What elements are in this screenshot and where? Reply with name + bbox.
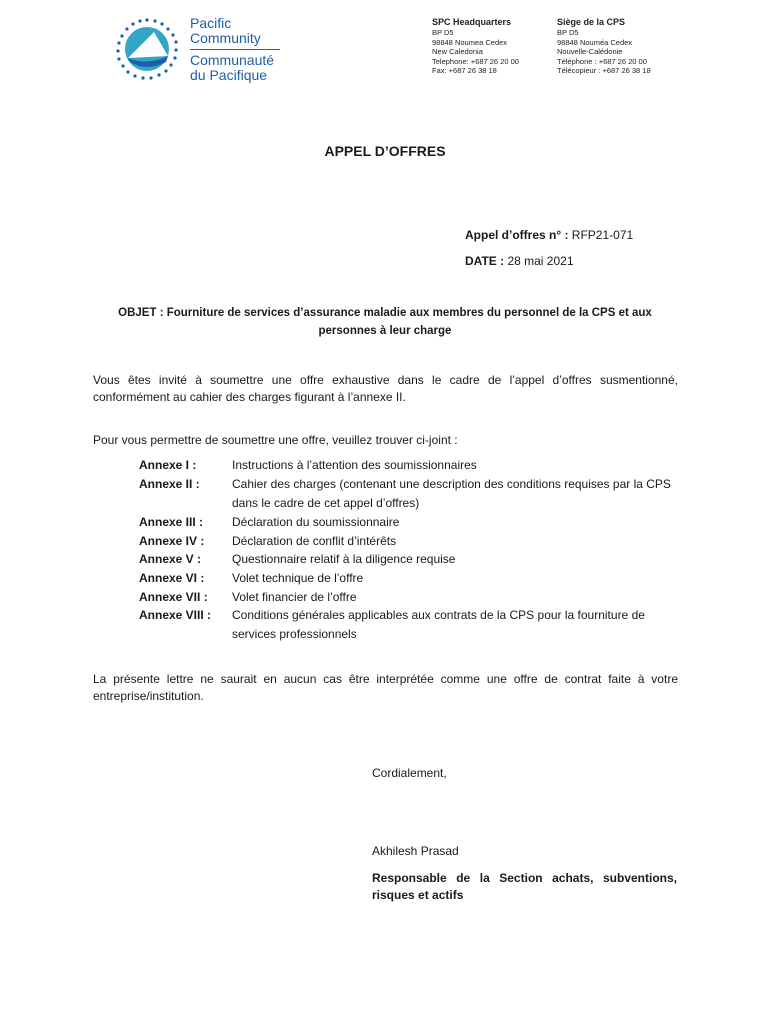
date-value: 28 mai 2021 xyxy=(504,254,574,268)
address-hq-fr xyxy=(557,16,677,76)
annex-description: Conditions générales applicables aux contrats de la CPS pour la fourniture de services professionnels xyxy=(232,608,645,641)
annex-key: Annexe V : xyxy=(139,552,202,566)
logo-divider xyxy=(190,49,280,50)
subject-line: OBJET : Fourniture de services d’assurance maladie aux membres du personnel de la CPS et aux personnes à leur charge xyxy=(118,307,652,337)
list-item xyxy=(139,513,684,532)
logo-line: Community xyxy=(190,30,261,46)
list-item xyxy=(139,550,684,569)
address-heading: Siège de la CPS xyxy=(557,17,626,27)
signer-title: Responsable de la Section achats, subventions, risques et actifs xyxy=(372,871,677,902)
spc-logo-icon xyxy=(114,16,180,82)
address-line: Telephone: +687 26 20 00 xyxy=(432,56,519,66)
spc-logo-wordmark xyxy=(190,16,290,83)
annex-key: Annexe II : xyxy=(139,477,200,491)
annex-key: Annexe VII : xyxy=(139,590,208,604)
annex-description: Volet technique de l’offre xyxy=(232,571,364,585)
closing-salutation: Cordialement, xyxy=(372,766,447,780)
address-heading: SPC Headquarters xyxy=(432,17,512,27)
annex-key: Annexe VIII : xyxy=(139,608,212,622)
annex-description: Volet financier de l’offre xyxy=(232,590,357,604)
reference-label: Appel d’offres n° : xyxy=(465,228,569,242)
address-line: BP D5 xyxy=(557,28,579,37)
tender-reference xyxy=(465,228,633,242)
address-line: Fax: +687 26 38 18 xyxy=(432,66,497,75)
address-line: BP D5 xyxy=(432,28,454,37)
list-item xyxy=(139,588,684,607)
list-item xyxy=(139,475,684,513)
address-line: Téléphone : +687 26 20 00 xyxy=(557,56,647,66)
annex-key: Annexe I : xyxy=(139,458,197,472)
intro-paragraph: Vous êtes invité à soumettre une offre exhaustive dans le cadre de l’appel d’offres susmentionné, conformément au cahier des charges figurant à l’annexe II. xyxy=(93,373,678,404)
address-line: New Caledonia xyxy=(432,47,483,56)
annex-description: Déclaration du soumissionnaire xyxy=(232,515,400,529)
address-line: 98848 Nouméa Cedex xyxy=(557,37,633,47)
date-label: DATE : xyxy=(465,254,505,268)
logo-line: Pacific xyxy=(190,15,232,31)
annex-key: Annexe III : xyxy=(139,515,204,529)
annex-description: Instructions à l’attention des soumissionnaires xyxy=(232,458,477,472)
address-line: Nouvelle-Calédonie xyxy=(557,47,623,56)
logo-line: du Pacifique xyxy=(190,67,268,83)
annex-description: Questionnaire relatif à la diligence requise xyxy=(232,552,456,566)
annex-key: Annexe VI : xyxy=(139,571,205,585)
address-line: Télécopieur : +687 26 38 18 xyxy=(557,66,651,75)
disclaimer-paragraph: La présente lettre ne saurait en aucun cas être interprétée comme une offre de contrat faite à votre entreprise/institution. xyxy=(93,672,678,703)
tender-date xyxy=(465,254,574,268)
attachments-intro: Pour vous permettre de soumettre une offre, veuillez trouver ci-joint : xyxy=(93,433,458,447)
list-item xyxy=(139,569,684,588)
list-item xyxy=(139,532,684,551)
logo-line: Communauté xyxy=(190,52,275,68)
document-title: APPEL D’OFFRES xyxy=(324,143,446,159)
address-line: 98848 Noumea Cedex xyxy=(432,37,508,47)
annex-description: Cahier des charges (contenant une description des conditions requises par la CPS dans le cadre de cet appel d’offres) xyxy=(232,477,671,510)
list-item xyxy=(139,606,684,644)
annex-key: Annexe IV : xyxy=(139,534,205,548)
signer-name: Akhilesh Prasad xyxy=(372,844,459,858)
list-item xyxy=(139,456,684,475)
reference-value: RFP21-071 xyxy=(568,228,634,242)
address-hq-en xyxy=(432,16,547,76)
annex-description: Déclaration de conflit d’intérêts xyxy=(232,534,397,548)
